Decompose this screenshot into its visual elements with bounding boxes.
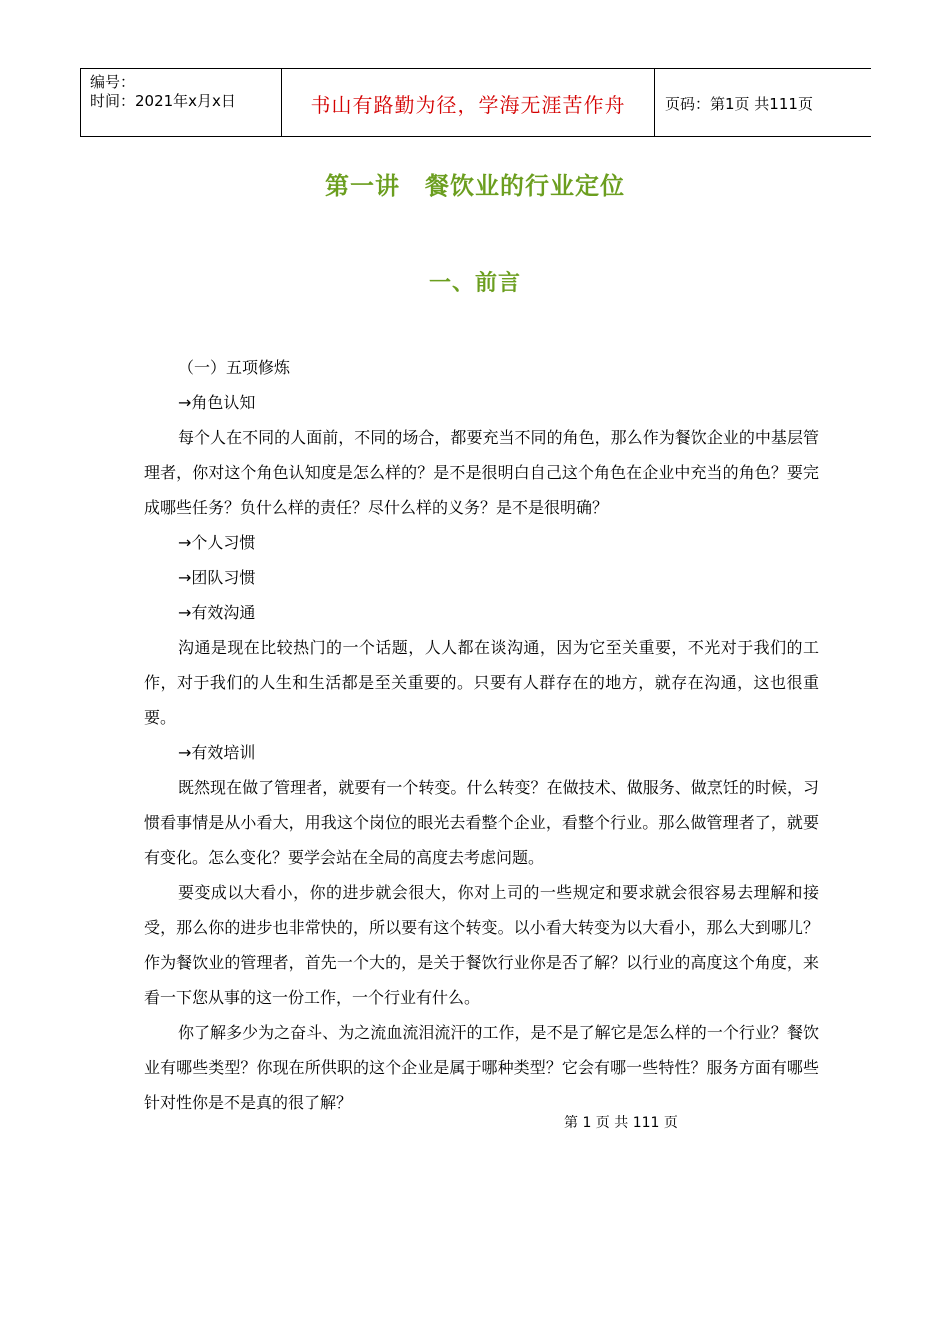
paragraph-industry-understanding: 你了解多少为之奋斗、为之流血流泪流汗的工作，是不是了解它是怎么样的一个行业？餐饮业有哪些类型？你现在所供职的这个企业是属于哪种类型？它会有哪一些特性？服务方面有哪些针对性你是不是真的很了解？ — [144, 1023, 819, 1112]
header-left-cell — [81, 69, 282, 136]
header-right-cell — [655, 69, 871, 136]
date-line: 时间：2021年x月x日 — [90, 92, 236, 110]
document-body — [144, 350, 819, 1120]
list-item-effective-communication: →有效沟通 — [178, 603, 256, 622]
list-item-role-awareness: →角色认知 — [178, 393, 256, 412]
header-motto: 书山有路勤为径，学海无涯苦作舟 — [310, 93, 626, 117]
header-page-info: 页码：第1页 共111页 — [665, 95, 813, 113]
list-item-effective-training: →有效培训 — [178, 743, 256, 762]
paragraph-transformation: 既然现在做了管理者，就要有一个转变。什么转变？在做技术、做服务、做烹饪的时候，习惯看事情是从小看大，用我这个岗位的眼光去看整个企业，看整个行业。那么做管理者了，就要有变化。怎么变化？要学会站在全局的高度去考虑问题。 — [144, 778, 819, 867]
paragraph-role: 每个人在不同的人面前，不同的场合，都要充当不同的角色，那么作为餐饮企业的中基层管理者，你对这个角色认知度是怎么样的？是不是很明白自己这个角色在企业中充当的角色？要完成哪些任务？负什么样的责任？尽什么样的义务？是不是很明确？ — [144, 428, 819, 517]
subsection-heading: （一）五项修炼 — [178, 358, 291, 377]
document-header — [80, 68, 871, 137]
serial-number-label: 编号： — [90, 73, 136, 91]
section-title: 一、前言 — [428, 271, 521, 296]
header-middle-cell — [282, 69, 655, 136]
footer-page-number: 第 1 页 共 111 页 — [564, 1115, 678, 1131]
list-item-team-habits: →团队习惯 — [178, 568, 256, 587]
lecture-title: 第一讲 餐饮业的行业定位 — [325, 172, 625, 200]
paragraph-communication: 沟通是现在比较热门的一个话题，人人都在谈沟通，因为它至关重要，不光对于我们的工作，对于我们的人生和生活都是至关重要的。只要有人群存在的地方，就存在沟通，这也很重要。 — [144, 638, 819, 727]
paragraph-big-picture: 要变成以大看小，你的进步就会很大，你对上司的一些规定和要求就会很容易去理解和接受，那么你的进步也非常快的，所以要有这个转变。以小看大转变为以大看小，那么大到哪儿？作为餐饮业的管理者，首先一个大的，是关于餐饮行业你是否了解？以行业的高度这个角度，来看一下您从事的这一份工作，一个行业有什么。 — [144, 883, 819, 1007]
list-item-personal-habits: →个人习惯 — [178, 533, 256, 552]
